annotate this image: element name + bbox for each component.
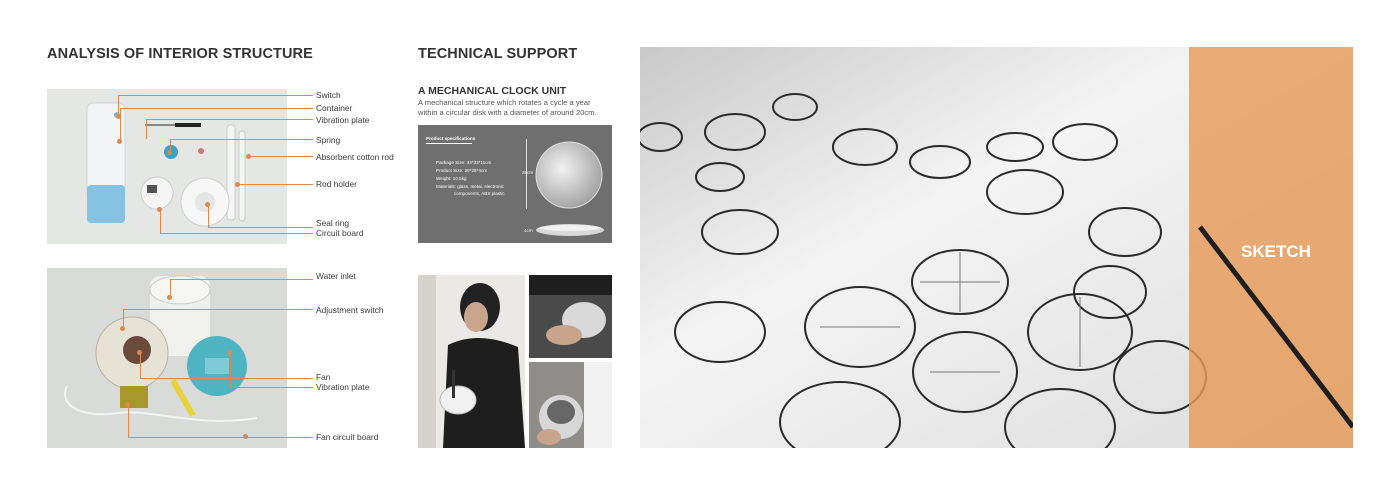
callout-container: Container (316, 103, 353, 113)
clock-unit-desc-line-1: A mechanical structure which rotates a cycle a year (418, 98, 591, 107)
callout-line (123, 309, 313, 310)
callout-dot (235, 182, 240, 187)
spec-line: Weight: 10.5kg (436, 176, 467, 181)
person-assembling-illustration (418, 275, 525, 448)
callout-vibration-plate-2: Vibration plate (316, 382, 370, 392)
callout-line (128, 437, 313, 438)
callout-dot (120, 326, 125, 331)
callout-dot (157, 207, 162, 212)
spec-header-underline (426, 143, 472, 144)
callout-line (208, 205, 209, 227)
hands-device-closeup-illustration (529, 275, 612, 358)
callout-adjustment-switch: Adjustment switch (316, 305, 384, 315)
assembly-photo-person (418, 275, 525, 448)
callout-line (238, 184, 313, 185)
callout-line (140, 352, 141, 378)
callout-absorbent-cotton-rod: Absorbent cotton rod (316, 152, 394, 162)
callout-line (120, 108, 121, 140)
spec-line: Materials: glass, metal, electronic (436, 184, 504, 189)
callout-switch: Switch (316, 90, 341, 100)
device-assembly-closeup-illustration (529, 362, 612, 448)
callout-line (123, 309, 124, 327)
callout-spring: Spring (316, 135, 341, 145)
interior-parts-illustration (47, 89, 287, 244)
callout-dot (167, 295, 172, 300)
callout-dot (243, 434, 248, 439)
callout-dot (125, 402, 130, 407)
callout-line (146, 119, 313, 120)
callout-line (249, 156, 313, 157)
assembly-photo-closeup-1 (529, 275, 612, 358)
callout-line (170, 139, 313, 140)
callout-line (118, 95, 119, 116)
spec-line: Package Size: 33*33*11cm (436, 160, 492, 165)
section-heading-interior: ANALYSIS OF INTERIOR STRUCTURE (47, 46, 313, 62)
callout-fan: Fan (316, 372, 331, 382)
clock-unit-side-view (534, 221, 606, 239)
sketch-photo (640, 47, 1353, 448)
callout-line (128, 405, 129, 437)
callout-line (230, 352, 231, 387)
callout-dot (167, 150, 172, 155)
callout-circuit-board: Circuit board (316, 228, 364, 238)
callout-line (140, 378, 313, 379)
spec-header: Product specifications (426, 136, 476, 141)
callout-line (146, 119, 147, 139)
interior-photo-disassembled (47, 89, 287, 244)
callout-line (170, 279, 313, 280)
callout-dot (137, 350, 142, 355)
spec-line: Product Size: 28*28*4cm (436, 168, 488, 173)
callout-dot (246, 154, 251, 159)
dimension-height-label: 28cm (522, 170, 534, 175)
callout-dot (227, 350, 232, 355)
callout-fan-circuit-board: Fan circuit board (316, 432, 379, 442)
clock-unit-title: A MECHANICAL CLOCK UNIT (418, 85, 567, 97)
sketch-label: SKETCH (1241, 242, 1311, 261)
dimension-depth-label: 4cm (524, 228, 533, 233)
callout-line (160, 233, 313, 234)
section-heading-technical-support: TECHNICAL SUPPORT (418, 46, 578, 62)
assembly-photo-closeup-2 (529, 362, 612, 448)
clock-unit-desc-line-2: within a circular disk with a diameter of around 20cm. (418, 108, 597, 117)
callout-line (118, 95, 313, 96)
clock-unit-top-view (534, 139, 604, 211)
callout-line (160, 210, 161, 233)
callout-water-inlet: Water inlet (316, 271, 356, 281)
callout-line (230, 387, 313, 388)
callout-seal-ring: Seal ring (316, 218, 350, 228)
callout-line (208, 227, 313, 228)
callout-dot (205, 202, 210, 207)
callout-rod-holder: Rod holder (316, 179, 357, 189)
callout-vibration-plate: Vibration plate (316, 115, 370, 125)
product-spec-panel (418, 125, 612, 243)
spec-line: components, ABS plastic (436, 191, 505, 196)
callout-line (120, 108, 313, 109)
